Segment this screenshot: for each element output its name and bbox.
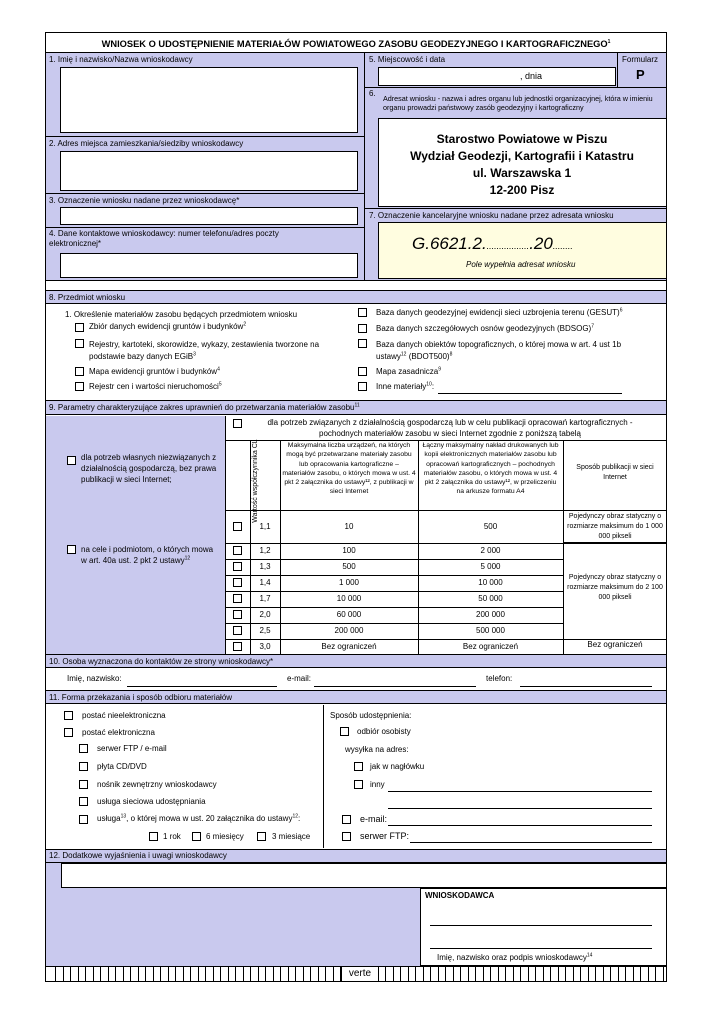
tick-mark (408, 967, 409, 981)
opt-registers: Rejestry, kartoteki, skorowidze, wykazy, zestawienia tworzone na podstawie bazy danych EGiB$^3$ (89, 340, 320, 361)
tick-mark (505, 967, 506, 981)
tick-mark (648, 967, 649, 981)
tick-mark (528, 967, 529, 981)
wnioskodawca-label: WNIOSKODAWCA (425, 891, 495, 900)
tick-mark (108, 967, 109, 981)
opt-gesut: Baza danych geodezyjnej ewidencji sieci uzbrojenia terenu (GESUT)$^6$ (376, 307, 623, 317)
opt-other-address: inny (370, 780, 385, 789)
copies-value: Bez ograniczeń (462, 642, 519, 651)
tick-mark (168, 967, 169, 981)
other-address-line-2[interactable] (388, 808, 652, 809)
opt-1-year: 1 rok (163, 832, 181, 841)
tick-mark (633, 967, 634, 981)
contact-email-label: e-mail: (287, 674, 312, 683)
contact-phone-line[interactable] (520, 686, 652, 687)
tick-mark (130, 967, 131, 981)
s8-header (46, 291, 666, 304)
table-row (226, 511, 563, 543)
tick-mark (310, 967, 311, 981)
other-materials-line[interactable] (438, 393, 622, 394)
tick-mark (423, 967, 424, 981)
opt-3-months: 3 miesiące (272, 832, 311, 841)
opt-art40a: na cele i podmiotom, o których mowa w art. 40a ust. 2 pkt 2 ustawy$^{12}$ (81, 545, 214, 565)
tick-mark (603, 967, 604, 981)
s8-label: 8. Przedmiot wniosku (49, 293, 126, 302)
checkbox-header-address[interactable] (354, 762, 363, 771)
opt-usluga: usługa$^{13}$, o której mowa w ust. 20 załącznika do ustawy$^{12}$: (97, 813, 301, 823)
opt-egib-map: Mapa ewidencji gruntów i budynków$^4$ (89, 366, 220, 376)
tick-mark (588, 967, 589, 981)
tick-mark (640, 967, 641, 981)
email-delivery-line[interactable] (388, 825, 652, 826)
checkbox-bdot500[interactable] (358, 339, 367, 348)
tick-mark (550, 967, 551, 981)
checkbox-email-delivery[interactable] (342, 815, 351, 824)
col-publication-header: Sposób publikacji w sieci Internet (576, 464, 654, 481)
applicant-reference-field[interactable] (60, 207, 358, 225)
tick-mark (205, 967, 206, 981)
tick-mark (258, 967, 259, 981)
table-row (226, 559, 563, 575)
applicant-contact-field[interactable] (60, 253, 358, 278)
checkbox-external-media[interactable] (79, 780, 88, 789)
applicant-address-field[interactable] (60, 151, 358, 191)
opt-cd-dvd: płyta CD/DVD (97, 762, 147, 771)
formularz-label: Formularz (622, 55, 659, 64)
tick-mark (400, 967, 401, 981)
tick-mark (235, 967, 236, 981)
checkbox-network-service[interactable] (79, 797, 88, 806)
tick-mark (318, 967, 319, 981)
checkbox-personal-pickup[interactable] (340, 727, 349, 736)
tick-mark (610, 967, 611, 981)
copies-value: 500 000 (476, 626, 505, 635)
opt-ftp-delivery: serwer FTP: (360, 831, 410, 841)
other-address-line-1[interactable] (388, 791, 652, 792)
tick-mark (445, 967, 446, 981)
s10-label: 10. Osoba wyznaczona do kontaktów ze strony wnioskodawcy* (49, 657, 274, 666)
opt-external-media: nośnik zewnętrzny wnioskodawcy (97, 780, 217, 789)
tick-mark (595, 967, 596, 981)
tick-mark (453, 967, 454, 981)
s2-label: 2. Adres miejsca zamieszkania/siedziby wnioskodawcy (49, 139, 244, 148)
devices-value: 100 (342, 546, 356, 555)
opt-email-delivery: e-mail: (360, 814, 388, 824)
tick-mark (288, 967, 289, 981)
ftp-delivery-line[interactable] (410, 842, 652, 843)
devices-value: 10 (344, 522, 354, 531)
cl-value: 1,7 (259, 594, 271, 603)
signature-line-1[interactable] (430, 925, 652, 926)
checkbox-6-months[interactable] (192, 832, 201, 841)
copies-value: 200 000 (476, 610, 505, 619)
tick-mark (93, 967, 94, 981)
cl-value: 1,3 (259, 562, 271, 571)
checkbox-gesut[interactable] (358, 308, 367, 317)
checkbox-cl-row[interactable] (233, 562, 242, 571)
opt-bdsog: Baza danych szczegółowych osnów geodezyjnych (BDSOG)$^7$ (376, 323, 594, 333)
tick-mark (490, 967, 491, 981)
checkbox-publication[interactable] (233, 419, 242, 428)
contact-phone-label: telefon: (486, 674, 513, 683)
tick-mark (438, 967, 439, 981)
cl-value: 1,4 (259, 578, 271, 587)
mail-delivery-label: wysyłka na adres: (345, 745, 409, 754)
table-row (226, 543, 563, 559)
devices-value: 500 (342, 562, 356, 571)
signature-caption: Imię, nazwisko oraz podpis wnioskodawcy$^{14}$ (437, 952, 593, 962)
place-date-field[interactable] (378, 67, 616, 86)
checkbox-non-electronic[interactable] (64, 711, 73, 720)
copies-value: 50 000 (478, 594, 503, 603)
tick-mark (295, 967, 296, 981)
checkbox-registers[interactable] (75, 339, 84, 348)
tick-mark (273, 967, 274, 981)
tick-mark (85, 967, 86, 981)
tick-mark (243, 967, 244, 981)
tick-mark (153, 967, 154, 981)
tick-mark (333, 967, 334, 981)
checkbox-3-months[interactable] (257, 832, 266, 841)
checkbox-egib[interactable] (75, 323, 84, 332)
checkbox-cl-row[interactable] (233, 578, 242, 587)
tick-mark (303, 967, 304, 981)
devices-value: 10 000 (336, 594, 362, 603)
s7-label: 7. Oznaczenie kancelaryjne wniosku nadane przez adresata wniosku (369, 211, 614, 220)
s9-label: 9. Parametry charakteryzujące zakres uprawnień do przetwarzania materiałów zasobu$^{11}$ (49, 402, 360, 412)
tick-mark (175, 967, 176, 981)
opt-price-register: Rejestr cen i wartości nieruchomości$^5$ (89, 381, 222, 391)
copies-value: 2 000 (480, 546, 501, 555)
tick-mark (430, 967, 431, 981)
checkbox-usluga[interactable] (79, 815, 88, 824)
cl-value: 1,2 (259, 546, 271, 555)
s4-label: 4. Dane kontaktowe wnioskodawcy: numer telefonu/adres poczty elektronicznej* (49, 229, 279, 248)
checkbox-cl-row[interactable] (233, 642, 242, 651)
checkbox-cl-row[interactable] (233, 546, 242, 555)
tick-mark (385, 967, 386, 981)
table-row (226, 591, 563, 607)
tick-mark (483, 967, 484, 981)
tick-mark (100, 967, 101, 981)
s11-label: 11. Forma przekazania i sposób odbioru materiałów (49, 693, 233, 702)
s5-label: 5. Miejscowość i data (369, 55, 446, 64)
checkbox-price-register[interactable] (75, 382, 84, 391)
tick-mark (325, 967, 326, 981)
opt-6-months: 6 miesięcy (206, 832, 244, 841)
tick-mark (618, 967, 619, 981)
tick-mark (190, 967, 191, 981)
cl-value: 3,0 (259, 642, 271, 651)
tick-mark (265, 967, 266, 981)
opt-electronic: postać elektroniczna (82, 728, 155, 737)
tick-mark (160, 967, 161, 981)
checkbox-cl-row[interactable] (233, 594, 242, 603)
tick-mark (543, 967, 544, 981)
verte-label: verte (341, 967, 379, 981)
formularz-code: P (636, 67, 645, 82)
tick-mark (535, 967, 536, 981)
tick-mark (415, 967, 416, 981)
registry-note: Pole wypełnia adresat wniosku (466, 260, 576, 269)
tick-mark (183, 967, 184, 981)
contact-email-line[interactable] (314, 686, 476, 687)
publication-2m: Pojedynczy obraz statyczny o rozmiarze maksimum do 2 100 000 pikseli (567, 574, 663, 601)
s6-number: 6. (369, 89, 376, 98)
tick-mark (520, 967, 521, 981)
checkbox-art40a[interactable] (67, 545, 76, 554)
copies-value: 5 000 (480, 562, 501, 571)
tick-mark (655, 967, 656, 981)
col-cl-header: Wartość współczynnika CL (252, 439, 259, 523)
checkbox-ftp-delivery[interactable] (342, 832, 351, 841)
opt-base-map: Mapa zasadnicza$^9$ (376, 366, 442, 376)
table-row (226, 575, 563, 591)
copies-value: 500 (483, 522, 498, 531)
tick-mark (498, 967, 499, 981)
checkbox-egib-map[interactable] (75, 367, 84, 376)
opt-header-address: jak w nagłówku (370, 762, 425, 771)
case-number: G.6621.2...................20........ (412, 234, 573, 253)
cl-value: 2,0 (259, 610, 271, 619)
addressee-name: Starostwo Powiatowe w Piszu Wydział Geodezji, Kartografii i Katastru ul. Warszawska 1 12-200 Pisz (410, 132, 634, 197)
tick-mark (625, 967, 626, 981)
remarks-field[interactable] (61, 863, 666, 888)
opt-network-service: usługa sieciowa udostępniania (97, 797, 206, 806)
signature-line-2[interactable] (430, 948, 652, 949)
checkbox-other-address[interactable] (354, 780, 363, 789)
tick-mark (475, 967, 476, 981)
copies-value: 10 000 (478, 578, 503, 587)
s6-label: Adresat wniosku - nazwa i adres organu lub jednostki organizacyjnej, która w imieniu organu prowadzi państwowy zasób geodezyjny i kartograficzny (383, 94, 653, 112)
checkbox-cl-row[interactable] (233, 626, 242, 635)
opt-publication: dla potrzeb związanych z działalnością gospodarczą lub w celu publikacji opracowań kartograficznych - pochodnych materiałów zasobu w sieci Internet zgodnie z poniższą tabelą (267, 418, 633, 438)
tick-mark (513, 967, 514, 981)
checkbox-1-year[interactable] (149, 832, 158, 841)
checkbox-ftp-email[interactable] (79, 744, 88, 753)
table-row (226, 607, 563, 623)
tick-mark (123, 967, 124, 981)
devices-value: 60 000 (336, 610, 362, 619)
tick-mark (55, 967, 56, 981)
tick-mark (393, 967, 394, 981)
tick-mark (580, 967, 581, 981)
publication-1m: Pojedynczy obraz statyczny o rozmiarze maksimum do 1 000 000 pikseli (567, 513, 663, 540)
tick-mark (468, 967, 469, 981)
s12-label: 12. Dodatkowe wyjaśnienia i uwagi wnioskodawcy (49, 851, 227, 860)
checkbox-cl-row[interactable] (233, 522, 242, 531)
dnia-label: , dnia (520, 71, 543, 81)
cl-value: 2,5 (259, 626, 271, 635)
form-title: WNIOSEK O UDOSTĘPNIENIE MATERIAŁÓW POWIATOWEGO ZASOBU GEODEZYJNEGO I KARTOGRAFICZNEGO$^1$ (101, 38, 611, 49)
tick-mark (145, 967, 146, 981)
checkbox-base-map[interactable] (358, 367, 367, 376)
table-row (226, 623, 563, 639)
tick-mark (63, 967, 64, 981)
devices-value: 200 000 (334, 626, 364, 635)
tick-mark (280, 967, 281, 981)
tick-mark (220, 967, 221, 981)
checkbox-own-use[interactable] (67, 456, 76, 465)
cl-value: 1,1 (259, 522, 271, 531)
tick-mark (78, 967, 79, 981)
contact-name-label: Imię, nazwisko: (67, 674, 122, 683)
contact-name-line[interactable] (127, 686, 277, 687)
col-devices-header: Maksymalna liczba urządzeń, na których mogą być przetwarzane materiały zasobu lub opracowania kartograficzne – materiałów zasobu, o których mowa w ust. 4 pkt 2 załącznika do ustawy¹², z publikacji w sieci Internet (282, 442, 416, 496)
col-copies-header: Łączny maksymalny nakład drukowanych lub kopii elektronicznych materiałów zasobu lub opracowań kartograficznych – pochodnych materiałów zasobu, o których mowa w ust. 4 pkt 2 załącznika do ustawy¹², w przeliczeniu na arkusze formatu A4 (422, 442, 559, 496)
tick-mark (250, 967, 251, 981)
tick-mark (198, 967, 199, 981)
tick-mark (460, 967, 461, 981)
applicant-name-field[interactable] (60, 67, 358, 133)
opt-personal-pickup: odbiór osobisty (357, 727, 411, 736)
opt-non-electronic: postać nieelektroniczna (82, 711, 166, 720)
delivery-method-label: Sposób udostępnienia: (330, 711, 412, 720)
tick-mark (70, 967, 71, 981)
checkbox-cl-row[interactable] (233, 610, 242, 619)
opt-own-use: dla potrzeb własnych niezwiązanych z działalnością gospodarczą, bez prawa publikacji w sieci Internet; (81, 453, 217, 484)
tick-mark (663, 967, 664, 981)
opt-ftp-email: serwer FTP / e-mail (97, 744, 167, 753)
devices-value: Bez ograniczeń (321, 642, 377, 651)
checkbox-electronic[interactable] (64, 728, 73, 737)
table-row (226, 639, 563, 654)
checkbox-cd-dvd[interactable] (79, 762, 88, 771)
opt-other: Inne materiały$^{10}$: (376, 381, 435, 391)
checkbox-bdsog[interactable] (358, 324, 367, 333)
s3-label: 3. Oznaczenie wniosku nadane przez wnioskodawcę* (49, 196, 240, 205)
s8-sub: 1. Określenie materiałów zasobu będących przedmiotem wniosku (65, 310, 298, 319)
tick-mark (228, 967, 229, 981)
s1-label: 1. Imię i nazwisko/Nazwa wnioskodawcy (49, 55, 193, 64)
tick-mark (558, 967, 559, 981)
publication-unlimited: Bez ograniczeń (587, 640, 643, 649)
tick-mark (213, 967, 214, 981)
tick-mark (573, 967, 574, 981)
opt-bdot500: Baza danych obiektów topograficznych, o której mowa w art. 4 ust 1b ustawy$^{12}$ (BDOT500)$^8$ (376, 340, 622, 361)
tick-mark (115, 967, 116, 981)
checkbox-other[interactable] (358, 382, 367, 391)
opt-egib: Zbiór danych ewidencji gruntów i budynków$^2$ (89, 321, 247, 331)
devices-value: 1 000 (338, 578, 360, 587)
tick-mark (565, 967, 566, 981)
tick-mark (138, 967, 139, 981)
